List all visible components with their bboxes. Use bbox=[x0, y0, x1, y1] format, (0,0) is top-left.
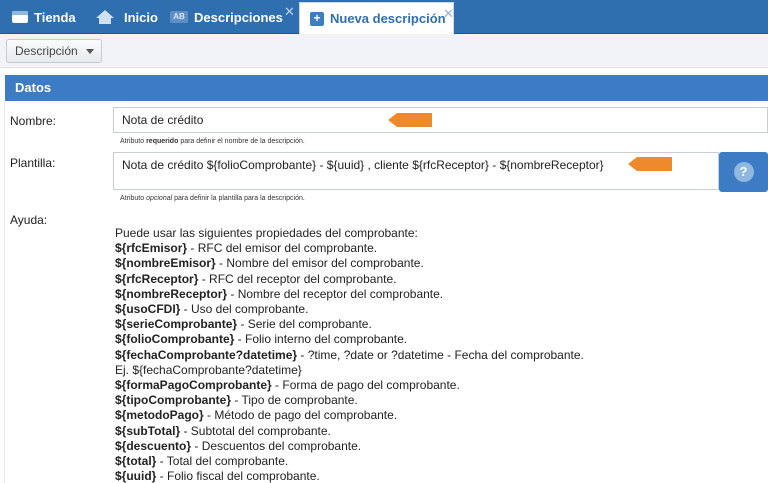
nombre-hint bbox=[120, 138, 305, 145]
hint-bold: requerido bbox=[146, 138, 179, 145]
property-desc: - RFC del emisor del comprobante. bbox=[187, 241, 378, 256]
property-key: ${total} bbox=[115, 454, 157, 469]
plantilla-value: Nota de crédito ${folioComprobante} - ${uuid} , cliente ${rfcReceptor} - ${nombreReceptor} bbox=[122, 158, 604, 172]
list-item bbox=[115, 272, 584, 287]
ab-icon: AB bbox=[170, 11, 188, 23]
list-item bbox=[115, 302, 584, 317]
property-key: ${folioComprobante} bbox=[115, 332, 235, 347]
list-item bbox=[115, 363, 584, 378]
toolbar bbox=[0, 34, 768, 68]
nombre-value: Nota de crédito bbox=[122, 113, 204, 127]
list-item bbox=[115, 393, 584, 408]
hint-text: Atributo bbox=[120, 138, 147, 145]
list-item bbox=[115, 408, 584, 423]
property-key: ${rfcReceptor} bbox=[115, 271, 199, 286]
property-desc: - Serie del comprobante. bbox=[237, 317, 372, 332]
ayuda-text bbox=[115, 226, 584, 483]
property-key: ${formaPagoComprobante} bbox=[115, 378, 272, 393]
home-icon bbox=[96, 10, 114, 18]
list-item bbox=[115, 348, 584, 363]
list-item bbox=[115, 317, 584, 332]
store-icon bbox=[12, 11, 28, 23]
property-key: ${usoCFDI} bbox=[115, 302, 181, 317]
property-desc: - Uso del comprobante. bbox=[180, 302, 309, 317]
close-icon[interactable]: ✕ bbox=[284, 4, 295, 19]
tab-label: Nueva descripción bbox=[330, 11, 446, 26]
list-item bbox=[115, 469, 584, 483]
property-desc: - RFC del receptor del comprobante. bbox=[198, 271, 397, 286]
property-desc: - Subtotal del comprobante. bbox=[180, 423, 331, 438]
question-icon: ? bbox=[734, 162, 754, 182]
plantilla-label: Plantilla: bbox=[10, 156, 56, 170]
property-desc: - Descuentos del comprobante. bbox=[191, 438, 362, 453]
property-desc: - Total del comprobante. bbox=[156, 454, 289, 469]
property-desc: - Folio interno del comprobante. bbox=[234, 332, 408, 347]
property-desc: - Nombre del receptor del comprobante. bbox=[227, 286, 444, 301]
hint-text: para definir el nombre de la descripción. bbox=[178, 138, 305, 145]
plus-icon: + bbox=[310, 12, 324, 26]
property-key: ${metodoPago} bbox=[115, 408, 204, 423]
nombre-label: Nombre: bbox=[10, 114, 57, 128]
tab-bar bbox=[0, 0, 768, 34]
ayuda-label: Ayuda: bbox=[10, 213, 48, 227]
property-key: ${serieComprobante} bbox=[115, 317, 238, 332]
plantilla-hint bbox=[120, 195, 305, 202]
property-desc: - Tipo de comprobante. bbox=[231, 393, 358, 408]
arrow-annotation bbox=[388, 113, 432, 127]
property-key: ${uuid} bbox=[115, 469, 157, 483]
property-desc: - Folio fiscal del comprobante. bbox=[156, 469, 320, 483]
descripcion-menu-button[interactable] bbox=[6, 39, 102, 63]
property-desc: - ?time, ?date or ?datetime - Fecha del comprobante. bbox=[297, 347, 584, 362]
property-desc: Ej. ${fechaComprobante?datetime} bbox=[115, 362, 302, 377]
tab-label: Descripciones bbox=[194, 9, 283, 25]
hint-text: Atributo bbox=[120, 195, 147, 202]
property-key: ${subTotal} bbox=[115, 423, 181, 438]
property-key: ${fechaComprobante?datetime} bbox=[115, 347, 298, 362]
property-key: ${rfcEmisor} bbox=[115, 241, 188, 256]
tab-descripciones[interactable] bbox=[170, 0, 295, 34]
left-border bbox=[0, 101, 5, 483]
list-item bbox=[115, 287, 584, 302]
list-item bbox=[115, 256, 584, 271]
ayuda-list bbox=[115, 241, 584, 483]
list-item bbox=[115, 424, 584, 439]
tab-inicio[interactable] bbox=[96, 0, 158, 34]
close-icon[interactable]: ✕ bbox=[443, 6, 454, 21]
tab-nueva-descripcion[interactable] bbox=[299, 2, 454, 34]
tab-label: Tienda bbox=[34, 9, 76, 25]
property-key: ${nombreEmisor} bbox=[115, 256, 216, 271]
nombre-input[interactable] bbox=[113, 107, 768, 133]
help-button[interactable] bbox=[719, 152, 768, 192]
property-key: ${nombreReceptor} bbox=[115, 286, 228, 301]
chevron-down-icon bbox=[86, 49, 94, 54]
property-desc: - Método de pago del comprobante. bbox=[203, 408, 398, 423]
arrow-annotation bbox=[628, 157, 672, 171]
property-key: ${descuento} bbox=[115, 438, 192, 453]
list-item bbox=[115, 439, 584, 454]
menu-label: Descripción bbox=[15, 44, 78, 58]
tab-label: Inicio bbox=[124, 9, 158, 25]
list-item bbox=[115, 378, 584, 393]
ayuda-intro: Puede usar las siguientes propiedades del comprobante: bbox=[115, 226, 418, 240]
hint-italic: opcional bbox=[146, 195, 173, 202]
list-item bbox=[115, 332, 584, 347]
tab-tienda[interactable] bbox=[12, 0, 76, 34]
list-item bbox=[115, 241, 584, 256]
section-header: Datos bbox=[5, 75, 768, 101]
hint-text: para definir la plantilla para la descripción. bbox=[172, 195, 305, 202]
property-desc: - Forma de pago del comprobante. bbox=[271, 378, 460, 393]
list-item bbox=[115, 454, 584, 469]
property-desc: - Nombre del emisor del comprobante. bbox=[215, 256, 424, 271]
property-key: ${tipoComprobante} bbox=[115, 393, 232, 408]
